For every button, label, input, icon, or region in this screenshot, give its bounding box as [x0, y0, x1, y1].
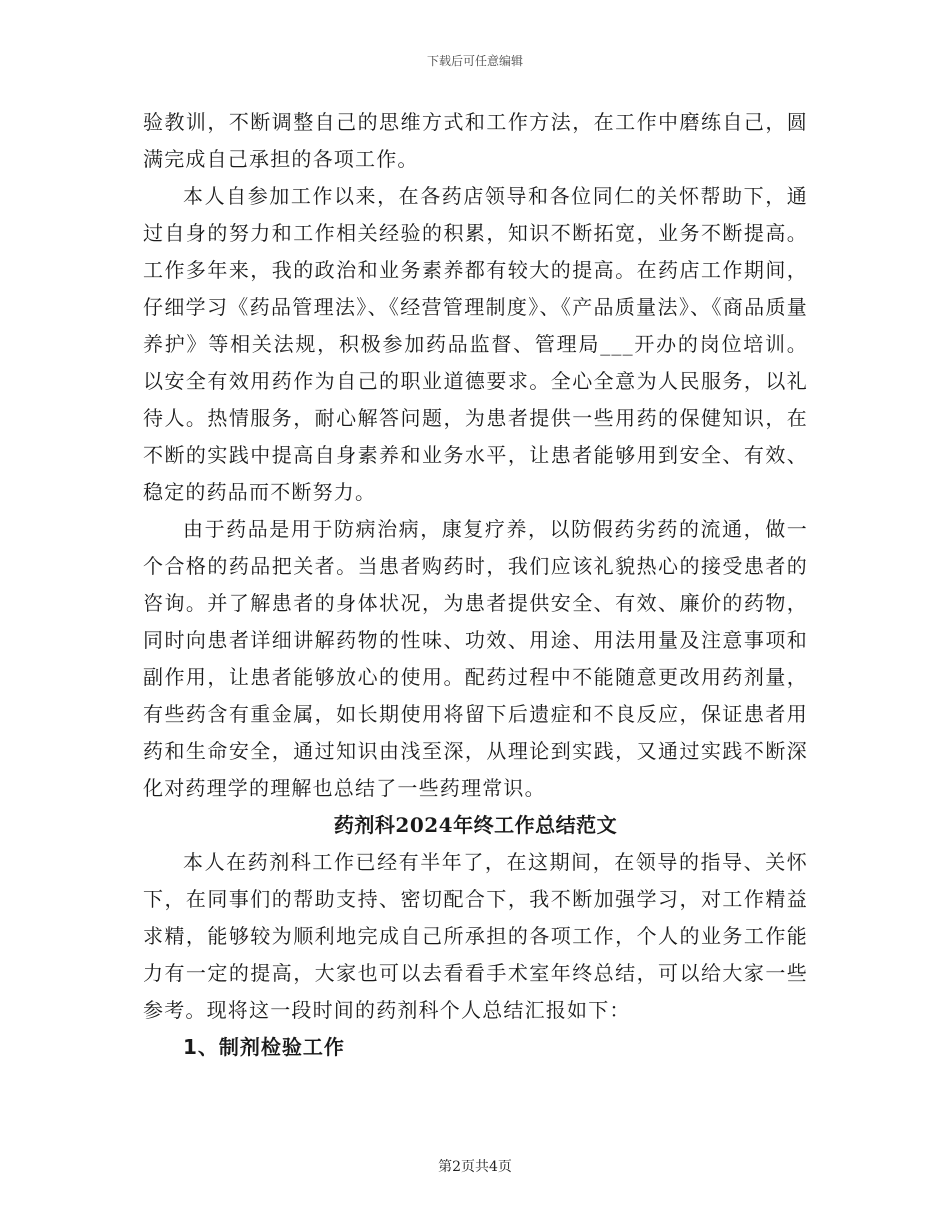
page-header-note: 下载后可任意编辑	[426, 54, 523, 68]
document-body	[143, 104, 808, 1066]
paragraph-intro: 本人在药剂科工作已经有半年了，在这期间，在领导的指导、关怀下，在同事们的帮助支持、密切配合下，我不断加强学习，对工作精益求精，能够较为顺利地完成自己所承担的各项工作，个人的业务工作能力有一定的提高，大家也可以去看看手术室年终总结，可以给大家一些参考。现将这一段时间的药剂科个人总结汇报如下：	[143, 850, 808, 1022]
page-number: 第2页共4页	[438, 1159, 512, 1175]
paragraph-work-experience: 本人自参加工作以来，在各药店领导和各位同仁的关怀帮助下，通过自身的努力和工作相关经验的积累，知识不断拓宽，业务不断提高。工作多年来，我的政治和业务素养都有较大的提高。在药店工作期间，仔细学习《药品管理法》、《经营管理制度》、《产品质量法》、《商品质量养护》等相关法规，积极参加药品监督、管理局___开办的岗位培训。以安全有效用药作为自己的职业道德要求。全心全意为人民服务，以礼待人。热情服务，耐心解答问题，为患者提供一些用药的保健知识，在不断的实践中提高自身素养和业务水平，让患者能够用到安全、有效、稳定的药品而不断努力。	[143, 184, 808, 504]
section-heading: 1、制剂检验工作	[183, 1035, 345, 1059]
document-title: 药剂科2024年终工作总结范文	[333, 813, 618, 837]
paragraph-drug-gatekeeper: 由于药品是用于防病治病，康复疗养，以防假药劣药的流通，做一个合格的药品把关者。当患者购药时，我们应该礼貌热心的接受患者的咨询。并了解患者的身体状况，为患者提供安全、有效、廉价的药物，同时向患者详细讲解药物的性味、功效、用途、用法用量及注意事项和副作用，让患者能够放心的使用。配药过程中不能随意更改用药剂量，有些药含有重金属，如长期使用将留下后遗症和不良反应，保证患者用药和生命安全，通过知识由浅至深，从理论到实践，又通过实践不断深化对药理学的理解也总结了一些药理常识。	[143, 517, 808, 800]
paragraph-continued: 验教训，不断调整自己的思维方式和工作方法，在工作中磨练自己，圆满完成自己承担的各项工作。	[143, 110, 808, 171]
